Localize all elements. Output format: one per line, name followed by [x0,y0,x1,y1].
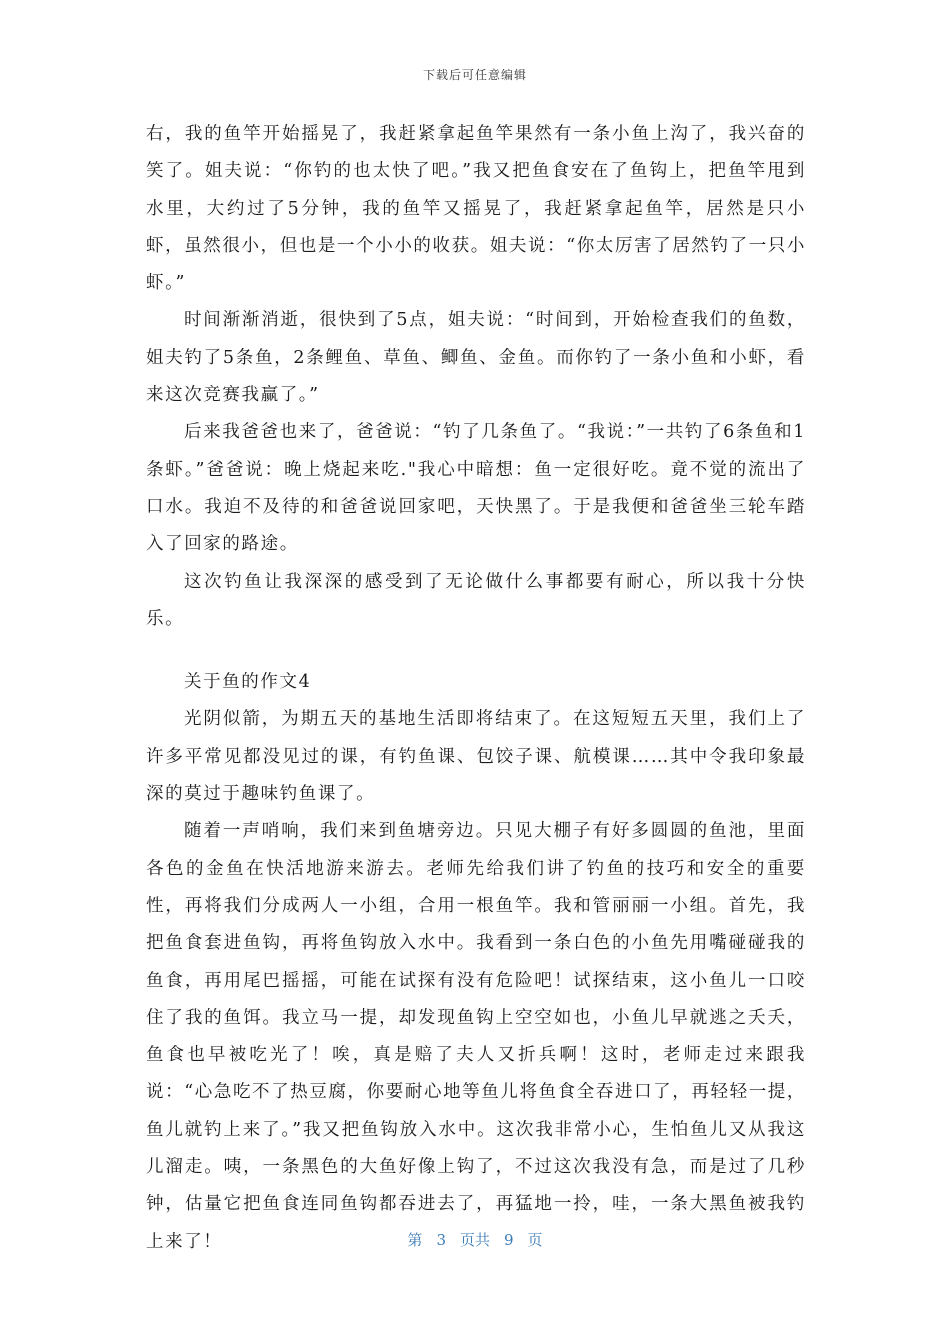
page-middle: 页共 [459,1231,490,1249]
page-suffix: 页 [527,1231,543,1249]
paragraph: 随着一声哨响，我们来到鱼塘旁边。只见大棚子有好多圆圆的鱼池，里面各色的金鱼在快活地游来游去。老师先给我们讲了钓鱼的技巧和安全的重要性，再将我们分成两人一小组，合用一根鱼竿。我和管丽丽一小组。首先，我把鱼食套进鱼钩，再将鱼钩放入水中。我看到一条白色的小鱼先用嘴碰碰我的鱼食，再用尾巴摇摇，可能在试探有没有危险吧！试探结束，这小鱼儿一口咬住了我的鱼饵。我立马一提，却发现鱼钩上空空如也，小鱼儿早就逃之夭夭，鱼食也早被吃光了！唉，真是赔了夫人又折兵啊！这时，老师走过来跟我说：“心急吃不了热豆腐，你要耐心地等鱼儿将鱼食全吞进口了，再轻轻一提，鱼儿就钓上来了。”我又把鱼钩放入水中。这次我非常小心，生怕鱼儿又从我这儿溜走。咦，一条黑色的大鱼好像上钩了，不过这次我没有急，而是过了几秒钟，估量它把鱼食连同鱼钩都吞进去了，再猛地一拎，哇，一条大黑鱼被我钓上来了！ [146,821,806,1252]
paragraph: 后来我爸爸也来了，爸爸说：“钓了几条鱼了。“我说：”一共钓了6条鱼和1条虾。”爸爸说：晚上烧起来吃."我心中暗想：鱼一定很好吃。竟不觉的流出了口水。我迫不及待的和爸爸说回家吧，天快黑了。于是我便和爸爸坐三轮车踏入了回家的路途。 [146,422,806,555]
page-footer [0,1229,950,1250]
section-title: 关于鱼的作文4 [184,672,312,693]
page-total-number: 9 [504,1231,514,1249]
paragraph: 这次钓鱼让我深深的感受到了无论做什么事都要有耐心，所以我十分快乐。 [146,571,806,629]
paragraph-continued: 右，我的鱼竿开始摇晃了，我赶紧拿起鱼竿果然有一条小鱼上沟了，我兴奋的笑了。姐夫说：“你钓的也太快了吧。”我又把鱼食安在了鱼钩上，把鱼竿甩到水里，大约过了5分钟，我的鱼竿又摇晃了，我赶紧拿起鱼竿，居然是只小虾，虽然很小，但也是一个小小的收获。姐夫说：“你太厉害了居然钓了一只小虾。” [146,124,806,294]
paragraph: 时间渐渐消逝，很快到了5点，姐夫说：“时间到，开始检查我们的鱼数，姐夫钓了5条鱼，2条鲤鱼、草鱼、鲫鱼、金鱼。而你钓了一条小鱼和小虾，看来这次竞赛我赢了。” [146,310,806,406]
page-current-number: 3 [436,1231,446,1249]
page-prefix: 第 [407,1231,423,1249]
paragraph: 光阴似箭，为期五天的基地生活即将结束了。在这短短五天里，我们上了许多平常见都没见过的课，有钓鱼课、包饺子课、航模课……其中令我印象最深的莫过于趣味钓鱼课了。 [146,709,806,805]
page-header: 下载后可任意编辑 [422,68,527,82]
document-body [146,116,806,1261]
